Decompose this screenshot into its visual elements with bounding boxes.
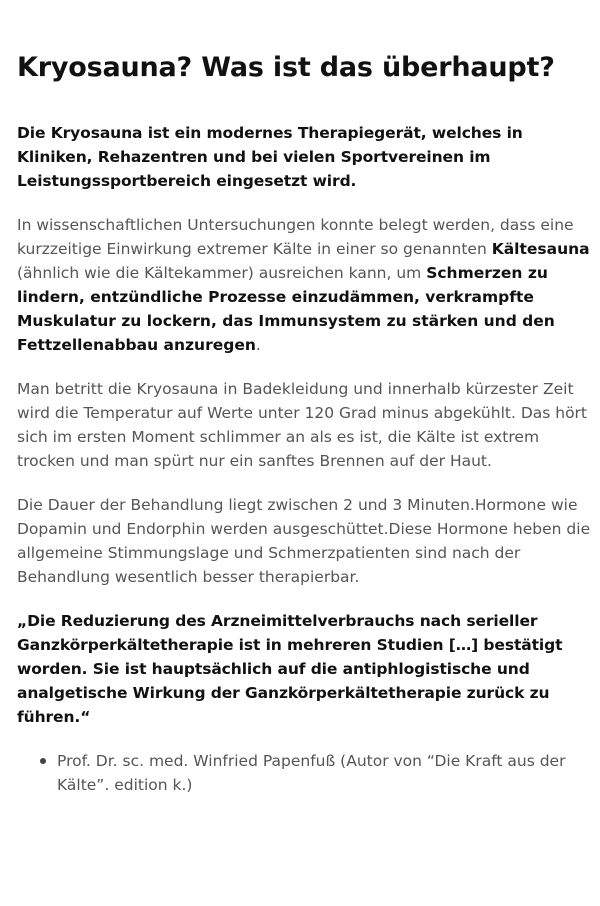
bullet-icon [40,749,48,773]
paragraph-duration: Die Dauer der Behandlung liegt zwischen 2 und 3 Minuten.Hormone wie Dopamin und Endorphin werden ausgeschüttet.Diese Hormone heben die allgemeine Stimmungslage und Schmerzpatienten sind nach der Behandlung wesentlich besser therapierbar. [17,496,591,586]
citation-list [17,749,597,797]
paragraph-text: . [255,336,261,354]
page-title: Kryosauna? Was ist das überhaupt? [17,52,555,83]
lead-paragraph: Die Kryosauna ist ein modernes Therapiegerät, welches in Kliniken, Rehazentren und bei vielen Sportvereinen im Leistungssportbereich eingesetzt wird. [17,124,523,190]
paragraph-research [17,213,597,357]
paragraph-text: In wissenschaftlichen Untersuchungen konnte belegt werden, dass eine kurzzeitige Einwirkung extremer Kälte in einer so genannten [17,216,574,258]
paragraph-text: (ähnlich wie die Kältekammer) ausreichen kann, um [17,264,427,282]
quote: „Die Reduzierung des Arzneimittelverbrauchs nach serieller Ganzkörperkältetherapie ist in mehreren Studien […] bestätigt worden. Sie ist hauptsächlich auf die antiphlogistische und analgetische Wirkung der Ganzkörperkältetherapie zurück zu führen.“ [17,612,563,726]
citation-text: Prof. Dr. sc. med. Winfried Papenfuß (Autor von “Die Kraft aus der Kälte”. edition k.) [57,752,566,794]
paragraph-procedure: Man betritt die Kryosauna in Badekleidung und innerhalb kürzester Zeit wird die Temperatur auf Werte unter 120 Grad minus abgekühlt. Das hört sich im ersten Moment schlimmer an als es ist, die Kälte ist extrem trocken und man spürt nur ein sanftes Brennen auf der Haut. [17,380,588,470]
keyword-benefits: Schmerzen zu lindern, entzündliche Prozesse einzudämmen, verkrampfte Muskulatur zu lockern, das Immunsystem zu stärken und den Fettzellenabbau anzuregen [17,264,555,354]
keyword-kaeltesauna: Kältesauna [491,240,590,258]
list-item [57,749,597,797]
